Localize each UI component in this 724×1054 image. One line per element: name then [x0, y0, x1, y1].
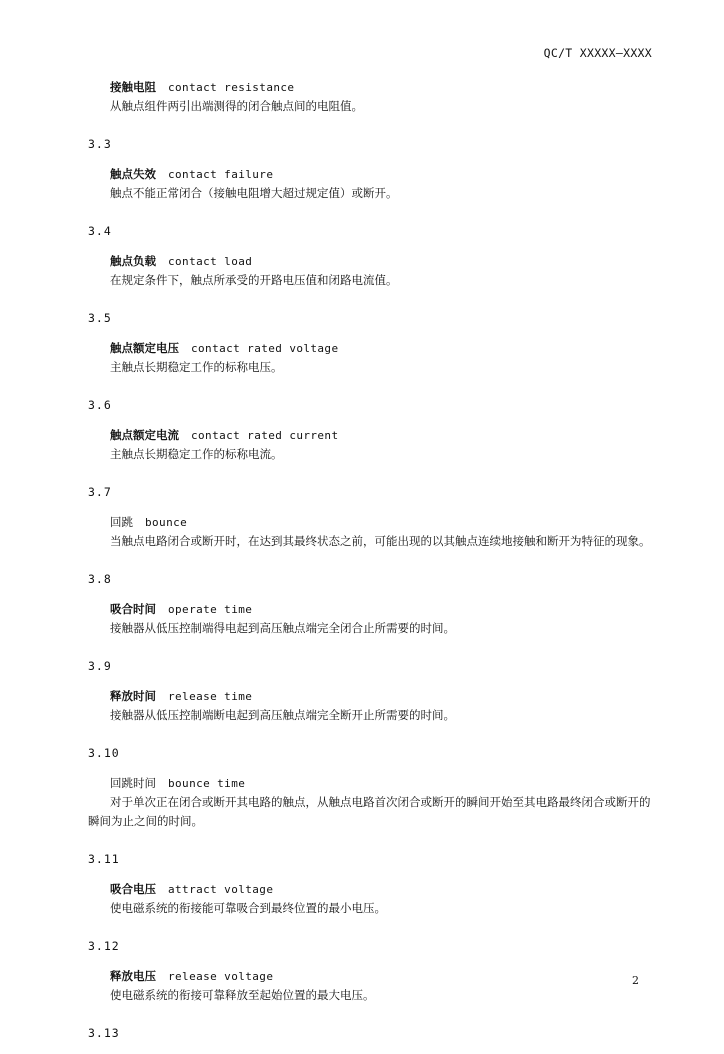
- term-english: release voltage: [168, 970, 274, 983]
- term-definition: 在规定条件下，触点所承受的开路电压值和闭路电流值。: [110, 273, 398, 287]
- clause-number: 3.4: [88, 224, 112, 238]
- term-chinese: 回跳时间: [110, 776, 156, 790]
- term-english: release time: [168, 690, 253, 703]
- clause-number: 3.7: [88, 485, 112, 499]
- term-chinese: 释放电压: [110, 969, 156, 983]
- term-definition: 当触点电路闭合或断开时，在达到其最终状态之前，可能出现的以其触点连续地接触和断开为特征的现象。: [110, 534, 651, 548]
- term-chinese: 触点负载: [110, 254, 156, 268]
- term-entry: [88, 744, 654, 831]
- term-entry-contact-resistance: [88, 78, 654, 116]
- term-definition: 使电磁系统的衔接能可靠吸合到最终位置的最小电压。: [110, 901, 386, 915]
- term-entry: [88, 396, 654, 464]
- term-entry: [88, 937, 654, 1005]
- clause-number: 3.3: [88, 137, 112, 151]
- clause-number-trailing: 3.13: [88, 1026, 120, 1040]
- term-entry: [88, 850, 654, 918]
- clause-number: 3.9: [88, 659, 112, 673]
- term-entry: [88, 222, 654, 290]
- term-heading: [88, 880, 654, 899]
- term-heading: [88, 513, 654, 532]
- term-heading: [88, 252, 654, 271]
- term-heading: [88, 165, 654, 184]
- clause-number: 3.11: [88, 852, 120, 866]
- term-heading: [88, 339, 654, 358]
- term-entry: [88, 483, 654, 551]
- term-heading: [88, 78, 654, 97]
- clause-number: 3.12: [88, 939, 120, 953]
- term-heading: [88, 774, 654, 793]
- term-heading: [88, 967, 654, 986]
- term-entry: [88, 657, 654, 725]
- term-heading: [88, 426, 654, 445]
- clause-number: 3.5: [88, 311, 112, 325]
- term-english: bounce time: [168, 777, 246, 790]
- term-english: contact load: [168, 255, 253, 268]
- term-chinese: 回跳: [110, 515, 133, 529]
- term-chinese: 释放时间: [110, 689, 156, 703]
- term-chinese: 触点失效: [110, 167, 156, 181]
- term-chinese: 吸合电压: [110, 882, 156, 896]
- term-english: operate time: [168, 603, 253, 616]
- term-definition: 从触点组件两引出端测得的闭合触点间的电阻值。: [110, 99, 363, 113]
- term-english: bounce: [145, 516, 188, 529]
- page-number: 2: [632, 974, 639, 987]
- clause-number: 3.10: [88, 746, 120, 760]
- term-definition: 触点不能正常闭合（接触电阻增大超过规定值）或断开。: [110, 186, 398, 200]
- terms-section: [88, 78, 654, 1054]
- term-chinese: 吸合时间: [110, 602, 156, 616]
- term-english: contact rated current: [191, 429, 339, 442]
- term-english: contact failure: [168, 168, 274, 181]
- term-english: contact rated voltage: [191, 342, 339, 355]
- term-entry: [88, 309, 654, 377]
- clause-number: 3.6: [88, 398, 112, 412]
- term-chinese: 触点额定电流: [110, 428, 179, 442]
- clause-number: 3.8: [88, 572, 112, 586]
- term-definition: 对于单次正在闭合或断开其电路的触点，从触点电路首次闭合或断开的瞬间开始至其电路最终闭合或断开的瞬间为止之间的时间。: [88, 795, 651, 828]
- term-entry: [88, 135, 654, 203]
- term-definition: 使电磁系统的衔接可靠释放至起始位置的最大电压。: [110, 988, 375, 1002]
- term-english: attract voltage: [168, 883, 274, 896]
- term-definition: 接触器从低压控制端得电起到高压触点端完全闭合止所需要的时间。: [110, 621, 455, 635]
- term-definition: 主触点长期稳定工作的标称电压。: [110, 360, 283, 374]
- term-entry: [88, 570, 654, 638]
- term-chinese: 触点额定电压: [110, 341, 179, 355]
- term-heading: [88, 600, 654, 619]
- term-chinese: 接触电阻: [110, 80, 156, 94]
- term-heading: [88, 687, 654, 706]
- document-code-header: QC/T XXXXX—XXXX: [543, 46, 652, 60]
- term-definition: 接触器从低压控制端断电起到高压触点端完全断开止所需要的时间。: [110, 708, 455, 722]
- term-english: contact resistance: [168, 81, 295, 94]
- term-definition: 主触点长期稳定工作的标称电流。: [110, 447, 283, 461]
